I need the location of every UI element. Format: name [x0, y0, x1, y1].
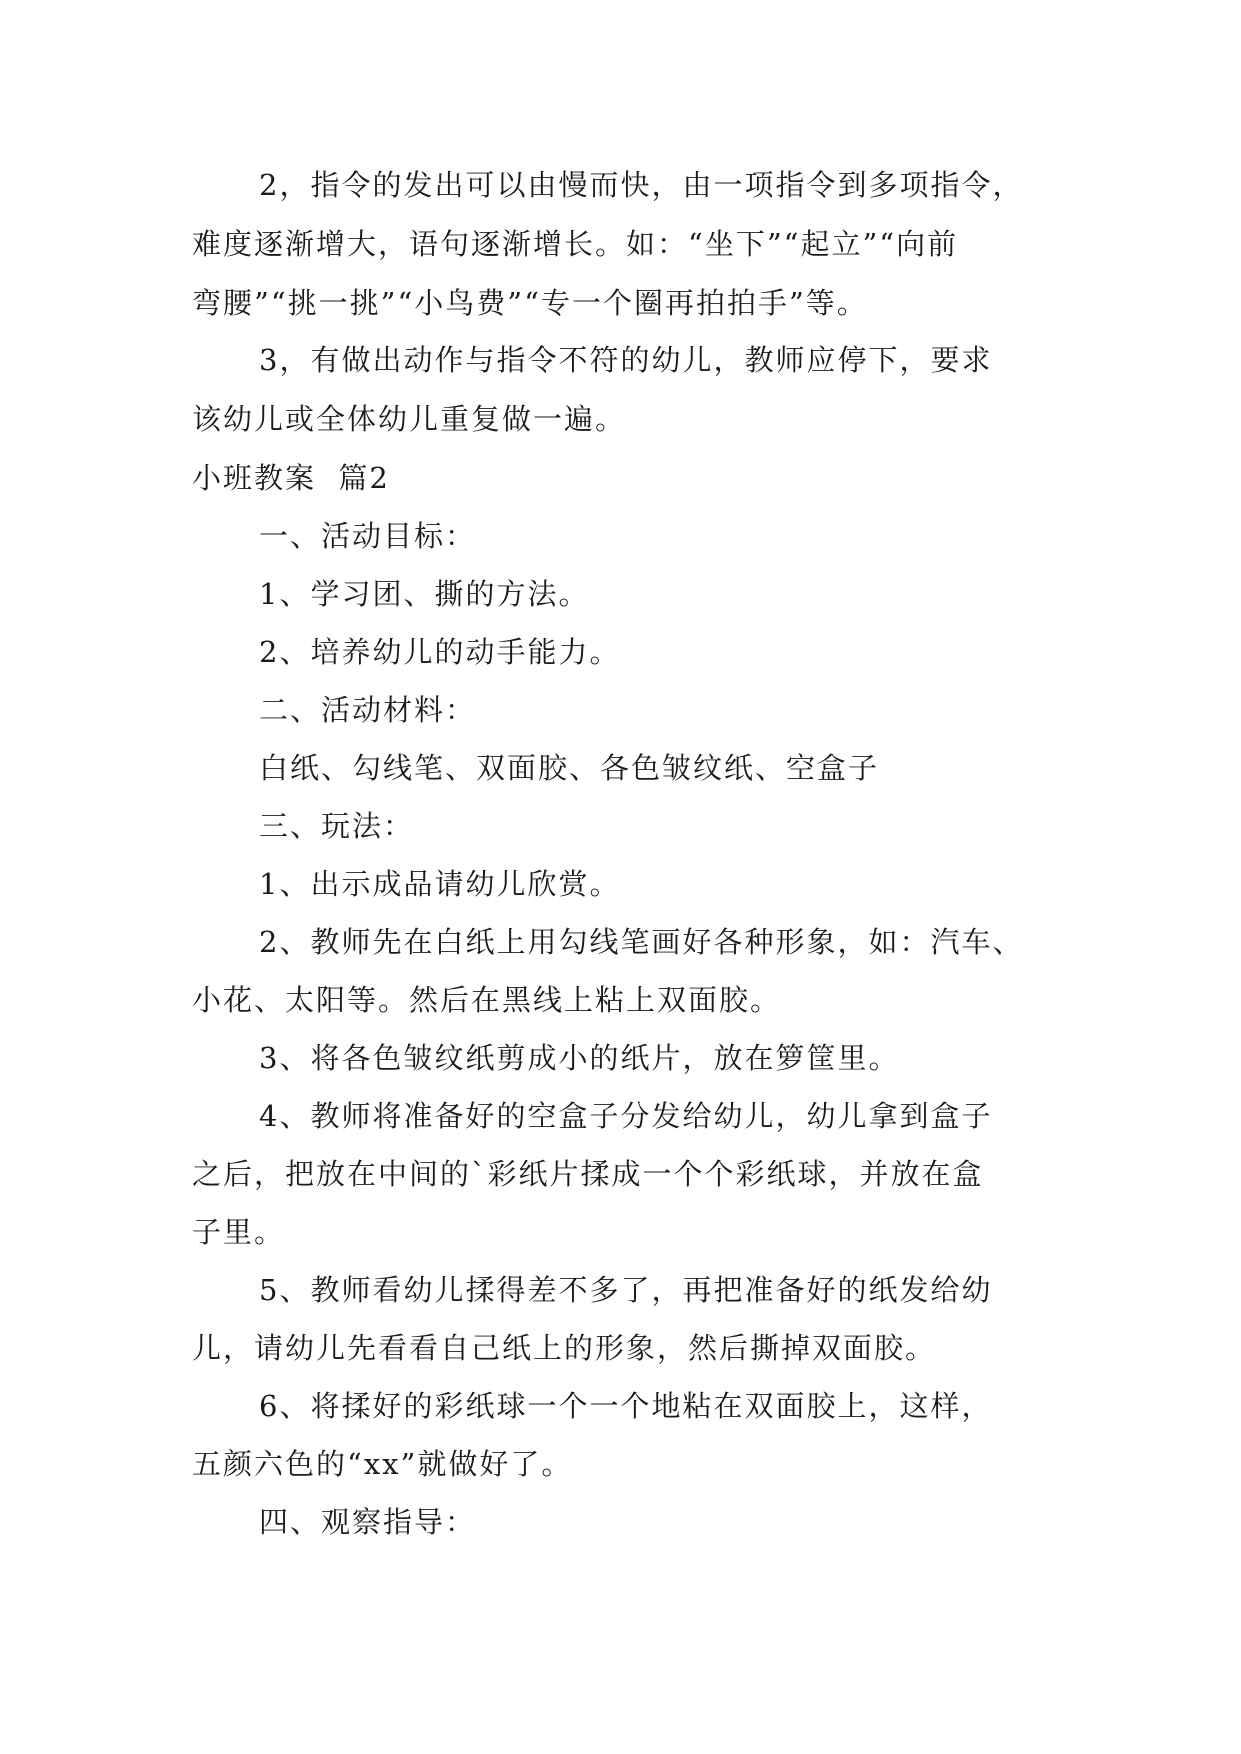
list-item: 1、学习团、撕的方法。 — [259, 577, 590, 611]
section-heading: 小班教案 篇2 — [192, 461, 390, 495]
list-item: 1、出示成品请幼儿欣赏。 — [259, 867, 621, 901]
paragraph-line: 难度逐渐增大，语句逐渐增长。如：“坐下”“起立”“向前 — [192, 227, 959, 261]
list-item: 2、培养幼儿的动手能力。 — [259, 635, 621, 669]
section-subheading: 一、活动目标： — [259, 519, 477, 553]
section-subheading: 四、观察指导： — [259, 1505, 477, 1539]
paragraph-line: 儿，请幼儿先看看自己纸上的形象，然后撕掉双面胶。 — [192, 1331, 937, 1365]
paragraph-line: 小花、太阳等。然后在黑线上粘上双面胶。 — [192, 983, 782, 1017]
paragraph-line: 子里。 — [192, 1215, 286, 1249]
paragraph-line: 五颜六色的“xx”就做好了。 — [192, 1447, 573, 1481]
paragraph-line: 该幼儿或全体幼儿重复做一遍。 — [192, 402, 627, 436]
list-item: 3、将各色皱纹纸剪成小的纸片，放在箩筐里。 — [259, 1041, 900, 1075]
paragraph-line: 3，有做出动作与指令不符的幼儿，教师应停下，要求 — [259, 343, 993, 377]
list-item: 6、将揉好的彩纸球一个一个地粘在双面胶上，这样， — [259, 1389, 993, 1423]
paragraph-line: 2，指令的发出可以由慢而快，由一项指令到多项指令， — [259, 168, 1024, 202]
paragraph-line: 弯腰”“挑一挑”“小鸟费”“专一个圈再拍拍手”等。 — [192, 286, 868, 320]
list-item: 5、教师看幼儿揉得差不多了，再把准备好的纸发给幼 — [259, 1273, 993, 1307]
section-subheading: 三、玩法： — [259, 809, 415, 843]
paragraph-line: 之后，把放在中间的`彩纸片揉成一个个彩纸球，并放在盒 — [192, 1157, 984, 1191]
list-item: 2、教师先在白纸上用勾线笔画好各种形象，如：汽车、 — [259, 925, 1024, 959]
paragraph-line: 白纸、勾线笔、双面胶、各色皱纹纸、空盒子 — [259, 751, 880, 785]
section-subheading: 二、活动材料： — [259, 693, 477, 727]
list-item: 4、教师将准备好的空盒子分发给幼儿，幼儿拿到盒子 — [259, 1099, 993, 1133]
